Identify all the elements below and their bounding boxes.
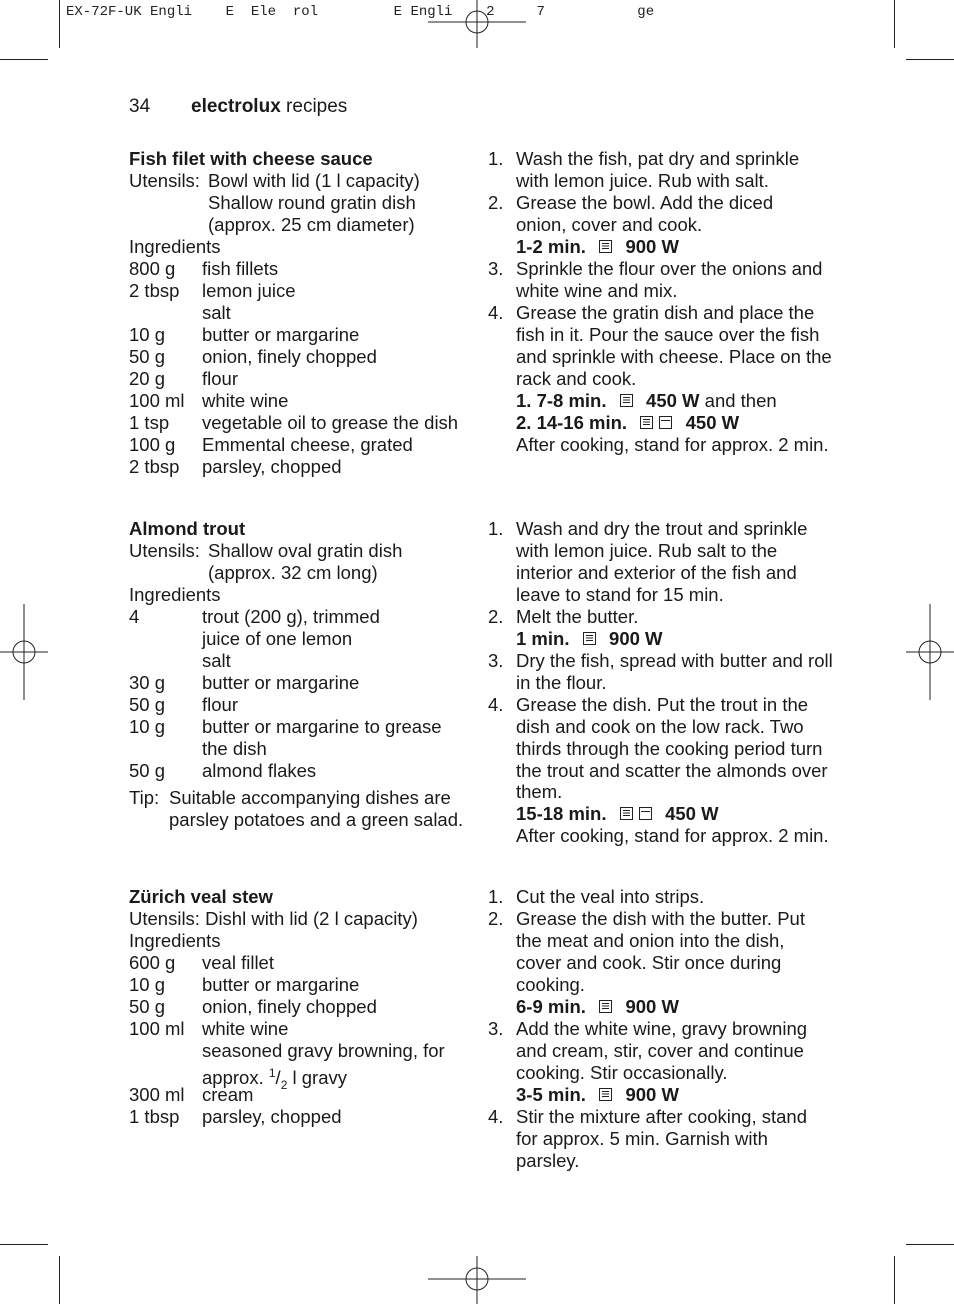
crop-mark — [0, 1244, 48, 1245]
step-text: Dry the fish, spread with butter and roll — [516, 650, 833, 671]
crop-mark — [59, 0, 60, 48]
step-text: the trout and scatter the almonds over — [516, 760, 828, 781]
ingredient-item: white wine — [202, 1018, 289, 1039]
grill-icon — [659, 416, 672, 429]
crop-mark — [894, 1256, 895, 1304]
step-number: 1. — [488, 148, 504, 169]
step-text: for approx. 5 min. Garnish with — [516, 1128, 768, 1149]
ingredient-item: vegetable oil to grease the dish — [202, 412, 459, 433]
cooking-time: 3-5 min. — [516, 1084, 586, 1105]
step-text: and sprinkle with cheese. Place on the — [516, 346, 832, 367]
step-text: Grease the dish with the butter. Put — [516, 908, 805, 929]
microwave-icon — [640, 416, 653, 429]
ingredient-qty: 30 g — [129, 672, 166, 693]
setting-note: and then — [704, 390, 777, 411]
utensil-item: (approx. 25 cm diameter) — [208, 214, 415, 235]
microwave-icon — [599, 240, 612, 253]
power-level: 450 W — [646, 390, 700, 411]
registration-mark — [906, 604, 954, 700]
step-text: rack and cook. — [516, 368, 637, 389]
step-text: them. — [516, 781, 563, 802]
step-text: dish and cook on the low rack. Two — [516, 716, 804, 737]
step-text: in the flour. — [516, 672, 607, 693]
ingredients-label: Ingredients — [129, 930, 221, 951]
cooking-time: 6-9 min. — [516, 996, 586, 1017]
cooking-time: 1 min. — [516, 628, 570, 649]
crop-mark — [906, 59, 954, 60]
cooking-setting — [516, 803, 719, 825]
step-text: and cream, stir, cover and continue — [516, 1040, 804, 1061]
recipe-title: Almond trout — [129, 518, 246, 539]
cooking-setting — [516, 1084, 679, 1106]
ingredient-qty: 4 — [129, 606, 140, 627]
page-number: 34 — [129, 96, 151, 117]
power-level: 450 W — [665, 803, 719, 824]
step-text: Wash and dry the trout and sprinkle — [516, 518, 808, 539]
utensil-item: (approx. 32 cm long) — [208, 562, 378, 583]
step-text: cooking. — [516, 974, 585, 995]
crop-mark — [894, 0, 895, 48]
power-level: 900 W — [625, 236, 679, 257]
registration-mark — [428, 1256, 526, 1304]
utensils-label: Utensils: — [129, 540, 200, 561]
ingredient-item: lemon juice — [202, 280, 296, 301]
step-text: parsley. — [516, 1150, 580, 1171]
step-number: 2. — [488, 192, 504, 213]
ingredient-qty: 20 g — [129, 368, 166, 389]
step-text: with lemon juice. Rub salt to the — [516, 540, 778, 561]
utensil-item: Shallow round gratin dish — [208, 192, 416, 213]
ingredient-qty: 300 ml — [129, 1084, 185, 1105]
ingredients-label: Ingredients — [129, 236, 221, 257]
step-text: Melt the butter. — [516, 606, 639, 627]
ingredient-qty: 100 g — [129, 434, 176, 455]
step-text: fish in it. Pour the sauce over the fish — [516, 324, 820, 345]
ingredient-qty: 50 g — [129, 694, 166, 715]
cooking-time: 1-2 min. — [516, 236, 586, 257]
ingredient-item: almond flakes — [202, 760, 317, 781]
step-text: Grease the gratin dish and place the — [516, 302, 815, 323]
ingredient-item: fish fillets — [202, 258, 279, 279]
power-level: 900 W — [609, 628, 663, 649]
gravy-suffix: l gravy — [287, 1067, 348, 1089]
ingredient-qty: 10 g — [129, 324, 166, 345]
ingredient-item: butter or margarine to grease — [202, 716, 442, 737]
fraction-denominator: 2 — [280, 1077, 288, 1092]
grill-icon — [639, 807, 652, 820]
cooking-setting — [516, 390, 777, 412]
microwave-icon — [620, 394, 633, 407]
ingredient-qty: 50 g — [129, 996, 166, 1017]
ingredient-qty: 2 tbsp — [129, 280, 180, 301]
ingredient-qty: 10 g — [129, 716, 166, 737]
ingredient-item: butter or margarine — [202, 672, 360, 693]
crop-mark — [0, 59, 48, 60]
cooking-time: 15-18 min. — [516, 803, 607, 824]
step-text: Stir the mixture after cooking, stand — [516, 1106, 807, 1127]
registration-mark — [0, 604, 48, 700]
tip-text: parsley potatoes and a green salad. — [169, 809, 464, 830]
print-slug: EX-72F-UK Engli E Ele rol E Engli 2 7 ge — [66, 4, 655, 20]
power-level: 450 W — [685, 412, 740, 433]
utensils-label: Utensils: — [129, 170, 200, 191]
cooking-setting — [516, 412, 739, 434]
ingredient-item: parsley, chopped — [202, 1106, 342, 1127]
step-number: 3. — [488, 650, 504, 671]
power-level: 900 W — [625, 996, 679, 1017]
section-name: recipes — [286, 96, 348, 117]
step-text: the meat and onion into the dish, — [516, 930, 785, 951]
ingredient-qty: 50 g — [129, 760, 166, 781]
cooking-setting — [516, 236, 679, 258]
ingredient-item: the dish — [202, 738, 267, 759]
step-number: 4. — [488, 1106, 504, 1127]
ingredient-item: juice of one lemon — [202, 628, 353, 649]
step-number: 1. — [488, 518, 504, 539]
cooking-time: 2. 14-16 min. — [516, 412, 628, 433]
ingredient-qty: 800 g — [129, 258, 176, 279]
step-number: 3. — [488, 1018, 504, 1039]
crop-mark — [59, 1256, 60, 1304]
ingredient-item: trout (200 g), trimmed — [202, 606, 380, 627]
cooking-setting — [516, 996, 679, 1018]
ingredient-item: salt — [202, 302, 231, 323]
ingredient-item: Emmental cheese, grated — [202, 434, 413, 455]
ingredient-qty: 600 g — [129, 952, 176, 973]
ingredient-qty: 50 g — [129, 346, 166, 367]
tip-text: Suitable accompanying dishes are — [169, 787, 451, 808]
step-number: 3. — [488, 258, 504, 279]
gravy-prefix: approx. — [202, 1067, 269, 1089]
step-text: Grease the dish. Put the trout in the — [516, 694, 809, 715]
ingredient-item: flour — [202, 694, 238, 715]
ingredient-item: onion, finely chopped — [202, 996, 377, 1017]
microwave-icon — [599, 1000, 612, 1013]
power-level: 900 W — [625, 1084, 679, 1105]
ingredient-item: parsley, chopped — [202, 456, 342, 477]
step-text: cover and cook. Stir once during — [516, 952, 782, 973]
ingredient-item: veal fillet — [202, 952, 274, 973]
step-number: 2. — [488, 908, 504, 929]
step-text: After cooking, stand for approx. 2 min. — [516, 825, 829, 846]
step-number: 2. — [488, 606, 504, 627]
ingredient-item: butter or margarine — [202, 324, 360, 345]
ingredient-item: flour — [202, 368, 238, 389]
fraction-numerator: 1 — [268, 1066, 276, 1080]
utensil-item: Bowl with lid (1 l capacity) — [208, 170, 420, 191]
ingredients-label: Ingredients — [129, 584, 221, 605]
step-text: Sprinkle the flour over the onions and — [516, 258, 823, 279]
utensils-line: Utensils: Dishl with lid (2 l capacity) — [129, 908, 418, 929]
ingredient-qty: 1 tbsp — [129, 1106, 180, 1127]
step-text: Add the white wine, gravy browning — [516, 1018, 808, 1039]
step-number: 4. — [488, 302, 504, 323]
ingredient-item: onion, finely chopped — [202, 346, 377, 367]
ingredient-qty: 1 tsp — [129, 412, 170, 433]
ingredient-item: white wine — [202, 390, 289, 411]
step-number: 1. — [488, 886, 504, 907]
ingredient-item: salt — [202, 650, 231, 671]
cooking-setting — [516, 628, 663, 650]
ingredient-item: seasoned gravy browning, for — [202, 1040, 445, 1061]
cooking-time: 1. 7-8 min. — [516, 390, 607, 411]
step-text: onion, cover and cook. — [516, 214, 703, 235]
microwave-icon — [620, 807, 633, 820]
crop-mark — [906, 1244, 954, 1245]
step-text: Grease the bowl. Add the diced — [516, 192, 774, 213]
utensil-item: Shallow oval gratin dish — [208, 540, 403, 561]
recipe-title: Zürich veal stew — [129, 886, 273, 907]
step-text: leave to stand for 15 min. — [516, 584, 724, 605]
ingredient-qty: 2 tbsp — [129, 456, 180, 477]
step-text: thirds through the cooking period turn — [516, 738, 823, 759]
step-text: Cut the veal into strips. — [516, 886, 705, 907]
registration-mark — [428, 0, 526, 48]
ingredient-qty: 100 ml — [129, 1018, 185, 1039]
recipe-title: Fish filet with cheese sauce — [129, 148, 373, 169]
microwave-icon — [599, 1088, 612, 1101]
step-text: Wash the fish, pat dry and sprinkle — [516, 148, 800, 169]
ingredient-qty: 10 g — [129, 974, 166, 995]
ingredient-qty: 100 ml — [129, 390, 185, 411]
tip-label: Tip: — [129, 787, 160, 808]
microwave-icon — [583, 632, 596, 645]
ingredient-item: cream — [202, 1084, 254, 1105]
step-number: 4. — [488, 694, 504, 715]
step-text: with lemon juice. Rub with salt. — [516, 170, 769, 191]
running-header — [191, 96, 347, 118]
step-text: interior and exterior of the fish and — [516, 562, 797, 583]
step-text: cooking. Stir occasionally. — [516, 1062, 728, 1083]
ingredient-item: butter or margarine — [202, 974, 360, 995]
step-text: white wine and mix. — [516, 280, 678, 301]
step-text: After cooking, stand for approx. 2 min. — [516, 434, 829, 455]
ingredient-item-gravy: approx. $^1/_2$ l gravy — [202, 1066, 348, 1092]
brand-name: electrolux — [191, 96, 281, 117]
